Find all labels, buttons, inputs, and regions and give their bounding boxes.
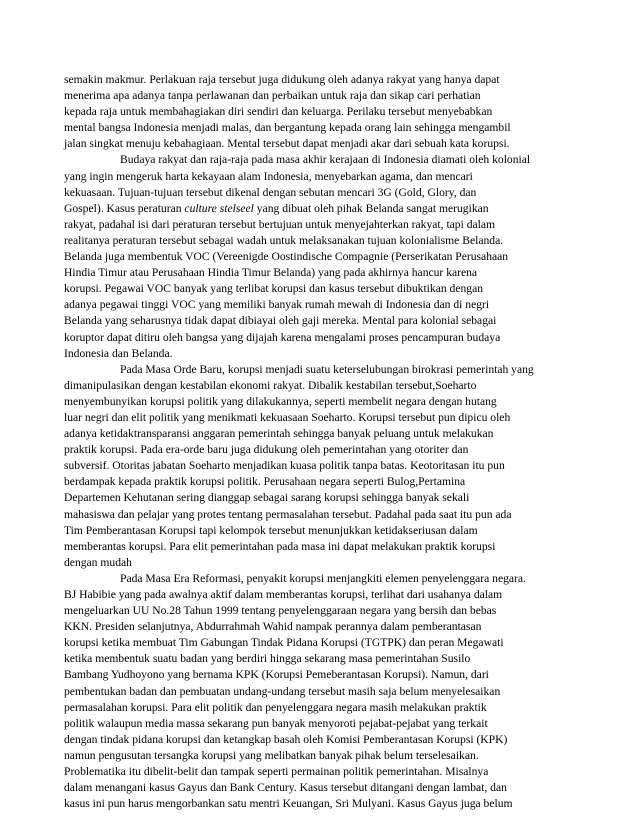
text-line: subversif. Otoritas jabatan Soeharto menjadikan kuasa politik tanpa batas. Keotoritasan itu pun — [64, 459, 505, 473]
text-line: Bambang Yudhoyono yang bernama KPK (Korupsi Pemeberantasan Korupsi). Namun, dari — [64, 668, 489, 682]
text-line: kasus ini pun harus mengorbankan satu mentri Keuangan, Sri Mulyani. Kasus Gayus juga belum — [64, 797, 513, 811]
text-line: korupsi ketika membuat Tim Gabungan Tindak Pidana Korupsi (TGTPK) dan peran Megawati — [64, 636, 504, 650]
text-line: kepada raja untuk membahagiakan diri sendiri dan keluarga. Perilaku tersebut menyebabkan — [64, 105, 493, 119]
text-line: Gospel). Kasus peraturan culture stelseel yang dibuat oleh pihak Belanda sangat merugikan — [64, 201, 489, 215]
text-line: korupsi. Pegawai VOC banyak yang terlibat korupsi dan kasus tersebut dibuktikan dengan — [64, 282, 484, 296]
italic-term: culture stelseel — [184, 201, 254, 215]
text-line: mental bangsa Indonesia menjadi malas, dan bergantung kepada orang lain sehingga mengambil — [64, 121, 511, 135]
text-line: Departemen Kehutanan sering dianggap sebagai sarang korupsi sehingga banyak sekali — [64, 491, 470, 505]
text-line: rakyat, padahal isi dari peraturan tersebut bertujuan untuk menyejahterkan rakyat, tapi dalam — [64, 217, 496, 231]
text-line: adanya pegawai tinggi VOC yang memiliki banyak rumah mewah di Indonesia dan di negri — [64, 298, 490, 312]
text-line: Budaya rakyat dan raja-raja pada masa akhir kerajaan di Indonesia diamati oleh kolonial — [120, 153, 531, 167]
text-line: permasalahan korupsi. Para elit politik dan penyelenggara negara masih melakukan praktik — [64, 700, 487, 714]
text-line: kekuasaan. Tujuan-tujuan tersebut dikenal dengan sebutan mencari 3G (Gold, Glory, dan — [64, 185, 477, 199]
text-line: koruptor dapat ditiru oleh bangsa yang dijajah karena mengalami proses pencampuran budaya — [64, 330, 501, 344]
text-line: Belanda yang seharusnya tidak dapat dibiayai oleh gaji mereka. Mental para kolonial sebagai — [64, 314, 497, 328]
text-line: Indonesia dan Belanda. — [64, 346, 173, 360]
text-line: Pada Masa Orde Baru, korupsi menjadi suatu keterselubungan birokrasi pemerintah yang — [120, 362, 534, 376]
body-text — [64, 72, 572, 812]
text-line: Hindia Timur atau Perusahaan Hindia Timur Belanda) yang pada akhirnya hancur karena — [64, 266, 478, 280]
text-line: semakin makmur. Perlakuan raja tersebut juga didukung oleh adanya rakyat yang hanya dapat — [64, 73, 500, 86]
text-line: adanya ketidaktransparansi anggaran pemerintah sehingga banyak peluang untuk melakukan — [64, 427, 494, 441]
text-line: menerima apa adanya tanpa perlawanan dan perbaikan untuk raja dan sikap cari perhatian — [64, 89, 481, 103]
text-line: Tim Pemberantasan Korupsi tapi kelompok tersebut menunjukkan ketidakseriusan dalam — [64, 523, 478, 537]
text-line: dalam menangani kasus Gayus dan Bank Century. Kasus tersebut ditangani dengan lambat, dan — [64, 781, 507, 795]
text-line: namun pengusutan tersangka korupsi yang melibatkan banyak pihak belum terselesaikan. — [64, 748, 479, 762]
text-line: yang ingin mengeruk harta kekayaan alam Indonesia, menyebarkan agama, dan mencari — [64, 169, 473, 183]
text-line: ketika membentuk suatu badan yang berdiri hingga sekarang masa pemerintahan Susilo — [64, 652, 471, 666]
text-line: realitanya peraturan tersebut sebagai wadah untuk melaksanakan tujuan kolonialisme Belanda. — [64, 233, 504, 247]
text-line: Belanda juga membentuk VOC (Vereenigde Oostindische Compagnie (Perserikatan Perusahaan — [64, 250, 509, 264]
text-line: luar negri dan elit politik yang menikmati kekuasaan Soeharto. Korupsi tersebut pun dipicu oleh — [64, 410, 511, 424]
text-line: politik walaupun media massa sekarang pun banyak menyoroti pejabat-pejabat yang terkait — [64, 716, 488, 730]
text-line: jalan singkat menuju kebahagiaan. Mental tersebut dapat menjadi akar dari sebuah kata korupsi. — [64, 137, 510, 151]
text-line: Pada Masa Era Reformasi, penyakit korupsi menjangkiti elemen penyelenggara negara. — [120, 571, 526, 585]
text-line: Problematika itu dibelit-belit dan tampak seperti permainan politik pemerintahan. Misalnya — [64, 765, 489, 779]
text-line: dengan tindak pidana korupsi dan ketangkap basah oleh Komisi Pemberantasan Korupsi (KPK) — [64, 732, 508, 746]
text-line: dimanipulasikan dengan kestabilan ekonomi rakyat. Dibalik kestabilan tersebut,Soeharto — [64, 378, 477, 392]
text-line: mengeluarkan UU No.28 Tahun 1999 tentang penyelenggaraan negara yang bersih dan bebas — [64, 604, 497, 618]
text-line: KKN. Presiden selanjutnya, Abdurrahmah Wahid nampak perannya dalam pemberantasan — [64, 620, 482, 634]
text-line: dengan mudah — [64, 555, 132, 569]
text-line: memberantas korupsi. Para elit pemerintahan pada masa ini dapat melakukan praktik korupsi — [64, 539, 496, 553]
text-line: pembentukan badan dan pembuatan undang-undang tersebut masih saja belum menyelesaikan — [64, 684, 501, 698]
text-line: menyembunyikan korupsi politik yang dilakukannya, seperti membelit negara dengan hutang — [64, 394, 497, 408]
text-line: praktik korupsi. Pada era-orde baru juga didukung oleh pemerintahan yang otoriter dan — [64, 443, 469, 457]
text-line: mahasiswa dan pelajar yang protes tentang permasalahan tersebut. Padahal pada saat itu pun ada — [64, 507, 512, 521]
text-line: berdampak kepada praktik korupsi politik. Perusahaan negara seperti Bulog,Pertamina — [64, 475, 466, 489]
text-line: BJ Habibie yang pada awalnya aktif dalam memberantas korupsi, terlihat dari usahanya dalam — [64, 588, 503, 601]
